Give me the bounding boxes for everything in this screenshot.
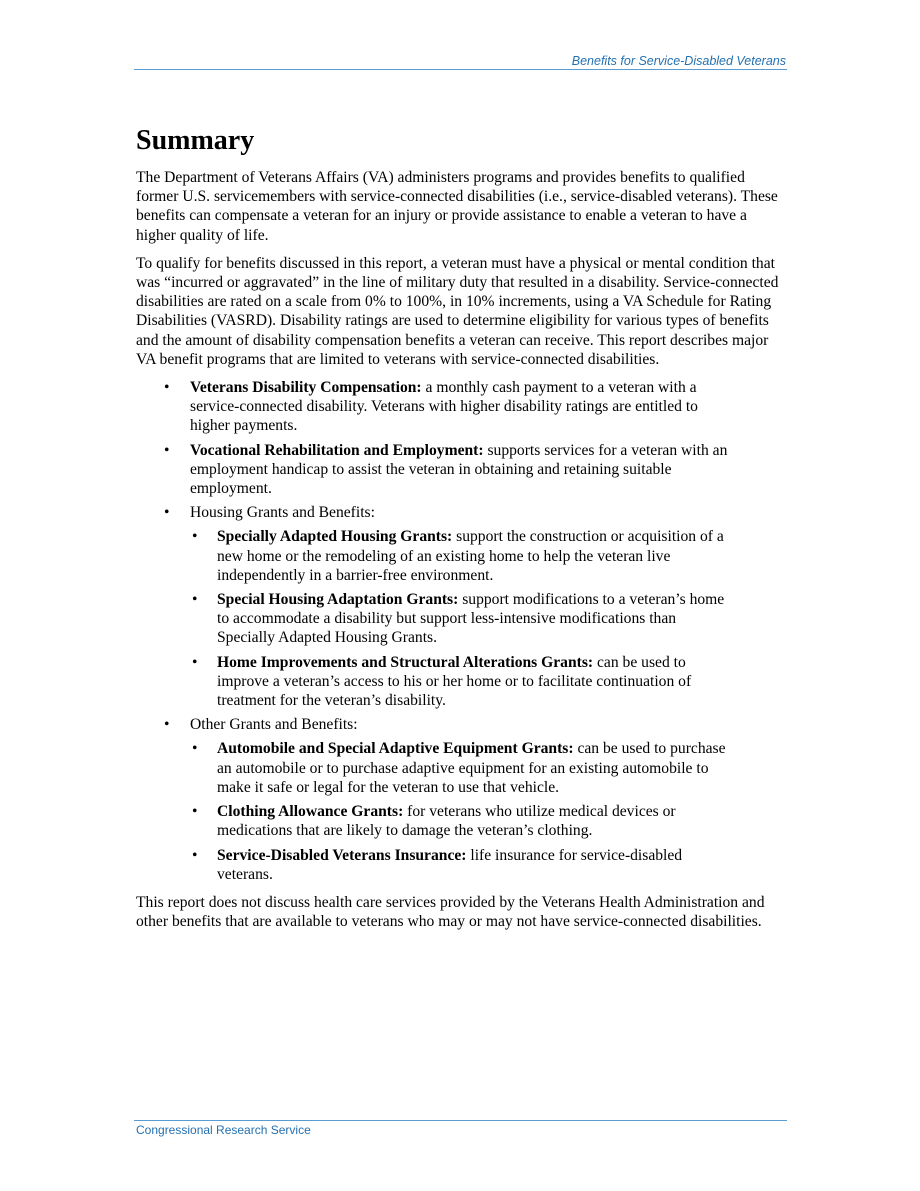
intro-paragraph: The Department of Veterans Affairs (VA) administers programs and provides benefits to qualified former U.S. servicemembers with service-connected disabilities (i.e., service-disabled veterans). These benefits can compensate a veteran for an injury or provide assistance to enable a veteran to have a higher quality of life. [136, 169, 778, 244]
summary-section [136, 124, 788, 940]
list-item-text: can be used to purchase an automobile or to purchase adaptive equipment for an existing automobile to make it safe or legal for the veteran to use that vehicle. [217, 740, 726, 796]
eligibility-paragraph: To qualify for benefits discussed in this report, a veteran must have a physical or mental condition that was “incurred or aggravated” in the line of military duty that resulted in a disability. Service-connected disabilities are rated on a scale from 0% to 100%, in 10% increments, using a VA Schedule for Rating Disabilities (VASRD). Disability ratings are used to determine eligibility for various types of benefits and the amount of disability compensation benefits a veteran can receive. This report describes major VA benefit programs that are limited to veterans with service-connected disabilities. [136, 254, 779, 368]
list-item-other [136, 715, 735, 884]
list-item-text: support the construction or acquisition of a new home or the remodeling of an existing home to help the veteran live independently in a barrier-free environment. [217, 528, 724, 584]
list-item-text: life insurance for service-disabled veterans. [217, 846, 683, 883]
list-item-term: Specially Adapted Housing Grants: [217, 528, 453, 546]
list-item-term: Special Housing Adaptation Grants: [217, 591, 459, 609]
header-rule [134, 69, 787, 70]
list-item-term: Clothing Allowance Grants: [217, 803, 404, 821]
sublist-item [190, 846, 735, 884]
benefits-list [136, 378, 788, 884]
list-item-term: Automobile and Special Adaptive Equipment Grants: [217, 740, 574, 758]
closing-paragraph: This report does not discuss health care services provided by the Veterans Health Administration and other benefits that are available to veterans who may or may not have service-connected disabilities. [136, 893, 765, 931]
list-item-term: Home Improvements and Structural Alterations Grants: [217, 653, 594, 671]
list-item-text: support modifications to a veteran’s home to accommodate a disability but support less-intensive modifications than Specially Adapted Housing Grants. [217, 591, 725, 647]
list-item-text: supports services for a veteran with an employment handicap to assist the veteran in obtaining and retaining suitable employment. [190, 441, 728, 498]
sublist-item [190, 653, 735, 711]
list-item-text: a monthly cash payment to a veteran with a service-connected disability. Veterans with higher disability ratings are entitled to higher payments. [190, 379, 698, 435]
running-header: Benefits for Service-Disabled Veterans [571, 54, 786, 68]
list-item-vocational [136, 441, 735, 499]
list-item-text: can be used to improve a veteran’s access to his or her home or to facilitate continuation of treatment for the veteran’s disability. [217, 653, 692, 710]
footer-rule [134, 1120, 787, 1121]
sublist-item [190, 802, 735, 840]
list-item-housing [136, 503, 735, 710]
sublist-item [190, 527, 735, 585]
housing-sublist [190, 527, 735, 710]
list-item-term: Service-Disabled Veterans Insurance: [217, 846, 467, 864]
list-item-term: Veterans Disability Compensation: [190, 379, 422, 397]
section-title: Summary [136, 125, 255, 156]
running-footer: Congressional Research Service [136, 1123, 311, 1137]
list-item-compensation [136, 378, 735, 436]
sublist-item [190, 590, 735, 648]
other-sublist [190, 739, 735, 883]
list-item-term: Vocational Rehabilitation and Employment: [190, 441, 484, 459]
sublist-item [190, 739, 735, 797]
list-item-label: Other Grants and Benefits: [190, 716, 358, 734]
list-item-label: Housing Grants and Benefits: [190, 504, 375, 522]
list-item-text: for veterans who utilize medical devices or medications that are likely to damage the veteran’s clothing. [217, 803, 676, 840]
